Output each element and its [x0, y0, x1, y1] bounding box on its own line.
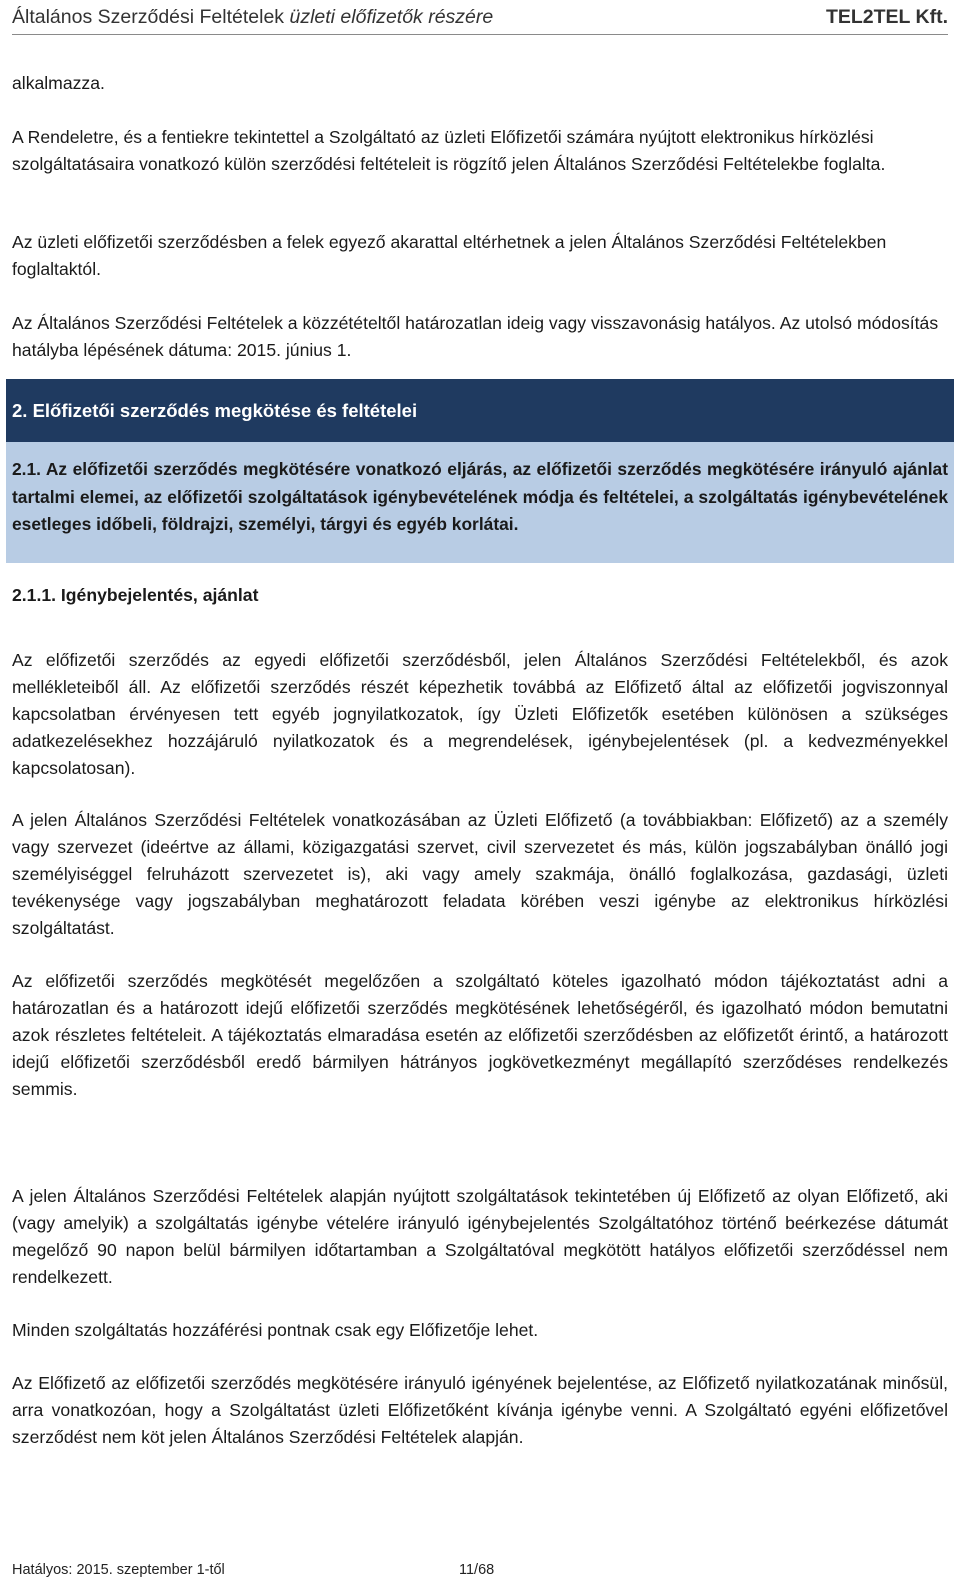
paragraph-business-subscriber: A jelen Általános Szerződési Feltételek vonatkozásában az Üzleti Előfizető (a továbbiakban: Előfizető) az a személy vagy szervezet (ideértve az állami, közigazgatási szervet, civil szervezetet és más, külön jogszabályban önálló jogi személyiséggel felruházott szervezetet is), aki vagy amely szakmája, önálló foglalkozása, gazdasági, üzleti tevékenysége vagy jogszabályban meghatározott feladata körében veszi igénybe az elektronikus hírközlési szolgáltatást. [12, 810, 948, 938]
paragraph-information-duty: Az előfizetői szerződés megkötését megelőzően a szolgáltató köteles igazolható módon tájékoztatást adni a határozatlan és a határozott idejű előfizetői szerződés megkötésének lehetőségéről, és igazolható módon bemutatni azok részletes feltételeit. A tájékoztatás elmaradása esetén az előfizetői szerződésben az előfizetőt érintő, a határozott idejű előfizetői szerződésből eredő bármilyen hátrányos jogkövetkezményt megállapító szerződéses rendelkezés semmis. [12, 971, 948, 1099]
section-heading: 2. Előfizetői szerződés megkötése és feltételei [6, 379, 954, 442]
page-number: 11/68 [459, 1562, 495, 1578]
paragraph-contract-parts: Az előfizetői szerződés az egyedi előfizetői szerződésből, jelen Általános Szerződési Feltételekből, és azok mellékleteiből áll. Az előfizetői szerződés részét képezhetik továbbá az Előfizető által az előfizetői jogviszonnyal kapcsolatban érvényesen tett egyéb jognyilatkozatok, így Üzleti Előfizetők esetében különösen a szükséges adatkezelésekhez hozzájáruló nyilatkozatok és a megrendelések, igénybejelentések (pl. a kedvezményekkel kapcsolatosan). [12, 650, 948, 778]
paragraph-access-point: Minden szolgáltatás hozzáférési pontnak csak egy Előfizetője lehet. [12, 1320, 539, 1340]
paragraph-continuation: alkalmazza. [12, 73, 105, 93]
paragraph-validity: Az Általános Szerződési Feltételek a közzétételtől határozatlan ideig vagy visszavonásig hatályos. Az utolsó módosítás hatályba lépésének dátuma: 2015. június 1. [12, 313, 939, 360]
subsection-heading: 2.1. Az előfizetői szerződés megkötésére vonatkozó eljárás, az előfizetői szerződés megkötésére irányuló ajánlat tartalmi elemei, az előfizetői szolgáltatások igénybevételének módja és feltételei, a szolgáltatás igénybevételének esetleges időbeli, földrajzi, személyi, tárgyi és egyéb korlátai. [6, 442, 954, 563]
subsubsection-heading: 2.1.1. Igénybejelentés, ajánlat [12, 585, 259, 605]
document-title: Általános Szerződési Feltételek üzleti előfizetők részére [12, 5, 494, 28]
effective-date: Hatályos: 2015. szeptember 1-től [12, 1562, 225, 1578]
company-name: TEL2TEL Kft. [825, 5, 948, 28]
paragraph-declaration: Az Előfizető az előfizetői szerződés megkötésére irányuló igényének bejelentése, az Előfizető nyilatkozatának minősül, arra vonatkozóan, hogy a Szolgáltatást üzleti Előfizetőként kívánja igénybe venni. A Szolgáltató egyéni előfizetővel szerződést nem köt jelen Általános Szerződési Feltételek alapján. [12, 1373, 948, 1447]
paragraph-new-subscriber: A jelen Általános Szerződési Feltételek alapján nyújtott szolgáltatások tekintetében új Előfizető az olyan Előfizető, aki (vagy amelyik) a szolgáltatás igénybe vételére irányuló igénybejelentés Szolgáltatóhoz történő beérkezése dátumát megelőző 90 napon belül bármilyen időtartamban a Szolgáltatóval megkötött hatályos előfizetői szerződéssel nem rendelkezett. [12, 1186, 948, 1287]
page-header [12, 0, 948, 35]
page-footer [12, 1562, 948, 1584]
paragraph-regulation: A Rendeletre, és a fentiekre tekintettel a Szolgáltató az üzleti Előfizetői számára nyújtott elektronikus hírközlési szolgáltatásaira vonatkozó külön szerződési feltételeit is rögzítő jelen Általános Szerződési Feltételekbe foglalta. [12, 127, 886, 174]
paragraph-deviation: Az üzleti előfizetői szerződésben a felek egyező akarattal eltérhetnek a jelen Általános Szerződési Feltételekben foglaltaktól. [12, 232, 887, 279]
